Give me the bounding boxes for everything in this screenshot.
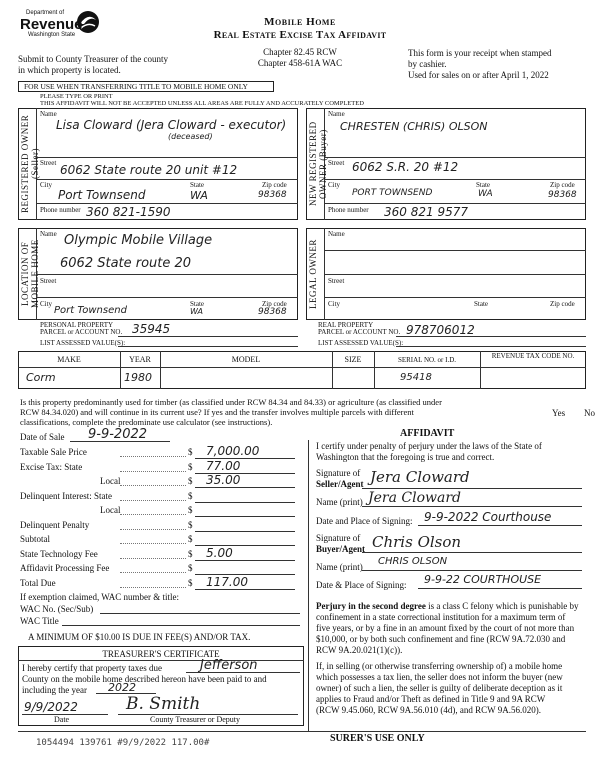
vehicle-make[interactable]: Corm [26,371,56,384]
personal-assessed-label: LIST ASSESSED VALUE(S): [40,339,126,347]
buyer-zip[interactable]: 98368 [548,190,577,200]
dor-line2: Revenue [20,16,83,33]
perjury-line-2: confinement in a state correctional institution for a maximum term of [316,612,566,622]
tax-row-value[interactable]: 35.00 [206,473,241,487]
tax-row-value[interactable]: 7,000.00 [206,444,260,458]
location-street-label: Street [40,277,57,285]
tax-row-label: Affidavit Processing Fee [20,563,110,573]
seller-zip[interactable]: 98368 [258,190,287,200]
buyer-phone[interactable]: 360 821 9577 [384,205,468,219]
receipt-line-2: by cashier. [408,59,447,69]
not-accepted: THIS AFFIDAVIT WILL NOT BE ACCEPTED UNLESS ALL AREAS ARE FULLY AND ACCURATELY COMPLETED [40,100,364,107]
seller-side-label: REGISTERED OWNER (Seller) [20,114,40,214]
wac-title-label: WAC Title [20,616,59,626]
date-of-sale[interactable]: 9-9-2022 [88,427,148,442]
tax-row-leader [120,471,186,472]
dor-line3: Washington State [28,32,76,38]
tax-row [0,491,310,505]
currency-sign: $ [188,490,193,501]
tax-row-leader [120,572,186,573]
perjury-line-5: RCW 9A.20.021(1)(c)). [316,645,403,655]
seller-name-note: (deceased) [168,132,213,141]
tax-row-leader [120,485,186,486]
lien-line-2: which possesses a tax lien, the seller does not inform the buyer (new [316,672,563,682]
buyer-phone-label: Phone number [328,206,369,214]
lien-line-5: (RCW 9.45.060, RCW 9A.56.010 (4d), and RCW 9A.56.020). [316,705,541,715]
tax-row [0,534,310,548]
buyer-state[interactable]: WA [478,189,493,199]
col-revenue: REVENUE TAX CODE NO. [491,352,575,360]
currency-sign: $ [188,476,193,486]
surer-use-only: SURER'S USE ONLY [330,733,425,744]
personal-property-label: PERSONAL PROPERTY [40,321,114,329]
legal-name-label: Name [328,230,345,238]
date-of-sale-label: Date of Sale [20,432,65,442]
cashier-stamp: 1054494 139761 #9/9/2022 117.00# [36,738,210,748]
buyer-signature[interactable]: Chris Olson [372,533,462,551]
treasurer-line-2: County on the mobile home described hereon have been paid to and [22,674,267,684]
treasurer-date-label: Date [54,715,70,724]
seller-date-label: Date and Place of Signing: [316,516,413,526]
minimum-due: A MINIMUM OF $10.00 IS DUE IN FEE(S) AND/OR TAX. [28,632,251,642]
currency-sign: $ [188,548,193,559]
buyer-date-place[interactable]: 9-9-22 COURTHOUSE [424,573,542,586]
perjury-line-4: $10,000, or by both such confinement and fine (RCW 9A.72.030 and [316,634,566,644]
personal-parcel[interactable]: 35945 [132,322,171,336]
treasurer-county[interactable]: Jefferson [200,658,258,673]
seller-state[interactable]: WA [190,189,208,202]
tax-row-label: State Technology Fee [20,548,98,559]
buyer-print-label: Name (print) [316,562,363,572]
sig-buyer-label-2: Buyer/Agent [316,544,365,554]
tax-row-leader [120,514,186,515]
location-side-label: LOCATION OF MOBILE HOME [20,239,40,309]
treasurer-sig-label: County Treasurer or Deputy [150,715,240,724]
tax-row-label: Subtotal [20,534,51,544]
real-assessed-label: LIST ASSESSED VALUE(S): [318,339,404,347]
col-serial: SERIAL NO. or I.D. [397,356,457,364]
location-state-label: State [190,300,204,308]
currency-sign: $ [188,461,193,472]
currency-sign: $ [188,447,193,457]
lien-line-3: owner) of such a lien, the seller is guilty of deliberate deception as it [316,683,563,693]
certify-1: I certify under penalty of perjury under the laws of the State of [316,441,542,451]
certify-2: Washington that the foregoing is true and correct. [316,452,495,462]
form-title-1: Mobile Home [264,16,336,28]
personal-parcel-label: PARCEL or ACCOUNT NO. [40,328,123,336]
tax-row-value[interactable]: 5.00 [206,545,233,560]
tax-row [0,520,310,534]
treasurer-line-3: including the year [22,685,87,695]
affidavit-title: AFFIDAVIT [400,428,455,439]
timber-no[interactable]: No [584,408,595,418]
dor-line1: Department of [26,10,65,16]
tax-row-leader [120,529,186,530]
col-model: MODEL [231,355,261,364]
real-parcel-label: PARCEL or ACCOUNT NO. [318,328,401,336]
exemption-label: If exemption claimed, WAC number & title: [20,592,180,602]
location-zip[interactable]: 98368 [258,307,287,317]
legal-street-label: Street [328,277,345,285]
tax-row [0,545,310,563]
buyer-city[interactable]: PORT TOWNSEND [352,188,433,198]
col-size: SIZE [344,355,362,364]
vehicle-year[interactable]: 1980 [124,371,152,384]
perjury-bold: Perjury in the second degree [316,601,426,611]
seller-street-label: Street [40,159,57,167]
timber-yes[interactable]: Yes [552,408,566,418]
seller-print[interactable]: Jera Cloward [368,490,461,506]
seller-zip-label: Zip code [262,181,287,189]
currency-sign: $ [188,534,193,544]
receipt-line-1: This form is your receipt when stamped [408,48,552,58]
perjury-line-3: five years, or by a fine in an amount fixed by the court of not more than [316,623,575,633]
tax-row-label: Delinquent Penalty [20,519,90,530]
seller-phone-label: Phone number [40,206,81,214]
treasurer-line-1: I hereby certify that property taxes due [22,663,162,673]
treasurer-date[interactable]: 9/9/2022 [24,700,78,714]
seller-street[interactable]: 6062 State route 20 unit #12 [60,163,238,177]
seller-city[interactable]: Port Townsend [58,188,146,202]
perjury-line-1: is a class C felony which is punishable by [425,601,579,611]
timber-text-3: classifications, complete the predominate use calculator (see instructions). [20,417,273,427]
seller-phone[interactable]: 360 821-1590 [86,205,171,219]
chapter-2: Chapter 458-61A WAC [257,58,343,68]
tax-row-label: Local [100,505,121,515]
buyer-name-label: Name [328,110,345,118]
seller-city-label: City [40,181,53,189]
treasurer-year[interactable]: 2022 [108,681,136,694]
buyer-print[interactable]: CHRIS OLSON [378,556,448,567]
tax-row-label: Delinquent Interest: State [20,490,112,501]
buyer-side-label: NEW REGISTERED OWNER (Buyer) [308,121,328,207]
timber-text-2: RCW 84.34.020) and will continue in its current use? If yes and the transfer involves multiple parcels with different [20,407,414,417]
timber-text-1: Is this property predominantly used for timber (as classified under RCW 84.34 and 84.33) or agriculture (as classified under [20,397,442,407]
tax-row [0,574,310,592]
currency-sign: $ [188,563,193,573]
location-state[interactable]: WA [190,307,203,316]
tax-row-leader [120,543,186,544]
treasurer-title: TREASURER'S CERTIFICATE [102,649,220,659]
currency-sign: $ [188,519,193,530]
lien-line-4: applies to Fraud and/or Theft as defined in Title 9 and 9A RCW [316,694,546,704]
seller-date-place[interactable]: 9-9-2022 Courthouse [424,510,552,524]
tax-row [0,563,310,577]
please-type: PLEASE TYPE OR PRINT [40,93,113,100]
tax-row-label: Total Due [20,577,56,588]
form-title-2: Real Estate Excise Tax Affidavit [213,29,387,41]
location-zip-label: Zip code [262,300,287,308]
lien-line-1: If, in selling (or otherwise transferring ownership of) a mobile home [316,661,563,671]
buyer-state-label: State [476,181,490,189]
sig-buyer-label-1: Signature of [316,533,361,543]
buyer-city-label: City [328,181,341,189]
sig-seller-label-2: Seller/Agent [316,479,364,489]
tax-row-label: Local [100,476,121,486]
legal-city-label: City [328,300,341,308]
currency-sign: $ [188,505,193,515]
tax-row [0,473,310,490]
submit-line-1: Submit to County Treasurer of the county [18,54,168,64]
treasurer-signature[interactable]: B. Smith [126,694,201,714]
location-name-label: Name [40,230,57,238]
legal-state-label: State [474,300,488,308]
tax-row-value[interactable]: 77.00 [206,458,241,473]
tax-row-label: Taxable Sale Price [20,447,87,457]
seller-state-label: State [190,181,204,189]
location-city-label: City [40,300,53,308]
buyer-name[interactable]: CHRESTEN (CHRIS) OLSON [340,120,488,133]
location-city[interactable]: Port Townsend [54,305,127,316]
submit-line-2: in which property is located. [18,65,121,75]
wac-no-label: WAC No. (Sec/Sub) [20,604,94,614]
tax-row-label: Excise Tax: State [20,461,83,472]
col-make: MAKE [57,355,81,364]
chapter-1: Chapter 82.45 RCW [263,47,337,57]
vehicle-serial[interactable]: 95418 [400,372,432,383]
seller-signature[interactable]: Jera Cloward [370,468,470,486]
real-property-label: REAL PROPERTY [318,321,374,329]
tax-row-leader [120,500,186,501]
location-street[interactable]: 6062 State route 20 [60,256,192,271]
buyer-date-label: Date & Place of Signing: [316,580,407,590]
tax-row [0,458,310,476]
seller-name[interactable]: Lisa Cloward (Jera Cloward - executor) [56,118,287,132]
dor-logo [18,8,100,44]
tax-row-value[interactable]: 117.00 [206,574,248,589]
banner: FOR USE WHEN TRANSFERRING TITLE TO MOBILE HOME ONLY [18,81,274,92]
currency-sign: $ [188,577,193,588]
col-year: YEAR [129,355,151,364]
sig-seller-label-1: Signature of [316,468,361,478]
tax-row-leader [120,587,186,588]
tax-row [0,444,310,461]
tax-row [0,505,310,519]
buyer-street-label: Street [328,159,345,167]
legal-zip-label: Zip code [550,300,575,308]
tax-row-leader [120,558,186,559]
seller-print-label: Name (print) [316,497,363,507]
tax-row-leader [120,456,186,457]
used-for: Used for sales on or after April 1, 2022 [408,70,549,80]
buyer-zip-label: Zip code [550,181,575,189]
real-parcel[interactable]: 978706012 [406,323,475,337]
buyer-street[interactable]: 6062 S.R. 20 #12 [352,160,459,174]
location-name[interactable]: Olympic Mobile Village [64,233,213,248]
legal-side-label: LEGAL OWNER [308,239,318,309]
seller-name-label: Name [40,110,57,118]
perjury-paragraph [316,601,588,612]
